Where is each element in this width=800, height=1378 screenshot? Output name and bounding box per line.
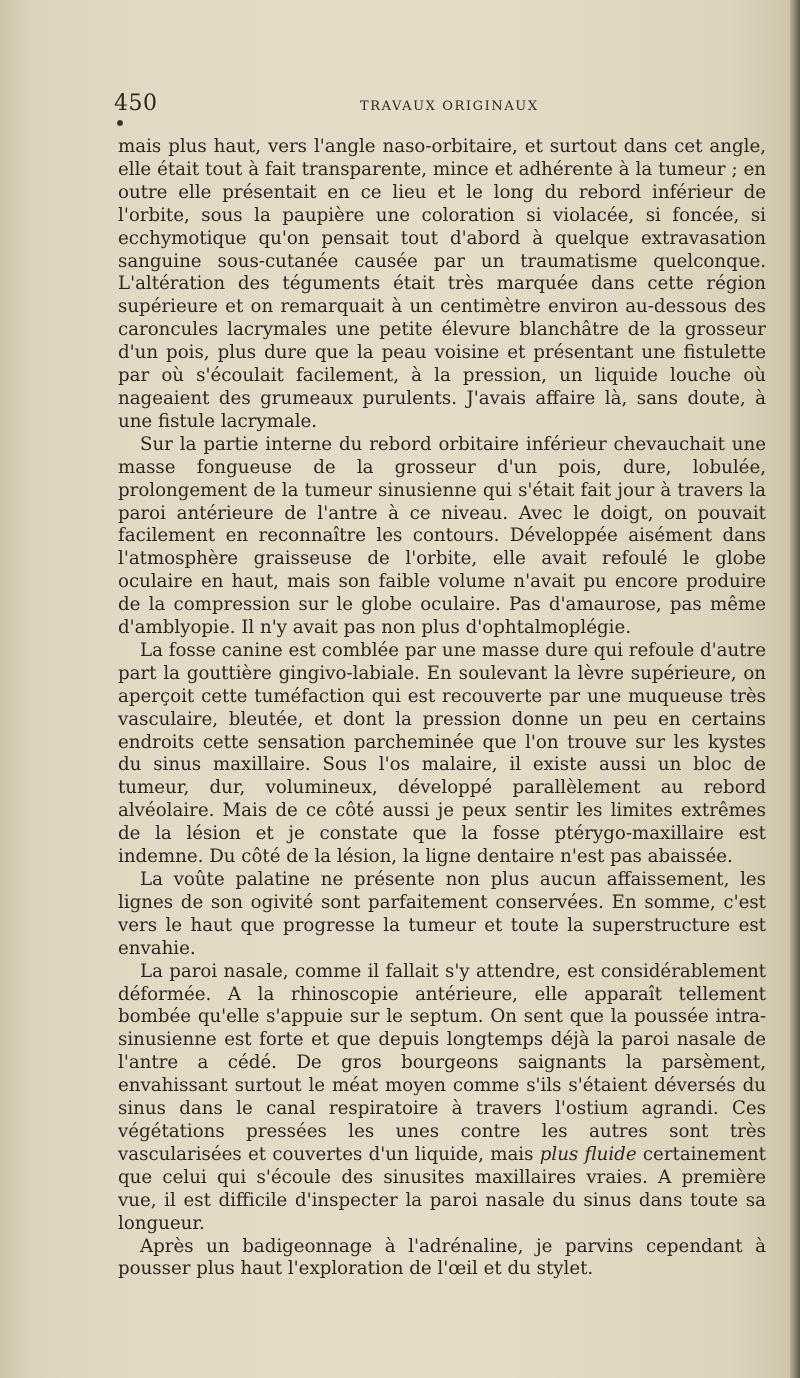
paragraph-5-text-before: La paroi nasale, comme il fallait s'y attendre, est considérablement déformée. A la rhinoscopie antérieure, elle apparaît tellement bombée qu'elle s'appuie sur le septum. On sent que la poussée intra-sinusienne est forte et que depuis longtemps déjà la paroi nasale de l'antre a cédé. De gros bourgeons saignants la parsèment, envahissant surtout le méat moyen comme s'ils s'étaient déversés du sinus dans le canal respiratoire à travers l'ostium agrandi. Ces végétations pressées les unes contre les autres sont très vascularisées et couvertes d'un liquide, mais — [118, 960, 766, 1165]
body-text — [118, 136, 766, 1281]
paragraph-5-emphasis: plus fluide — [539, 1143, 637, 1165]
paragraph-6: Après un badigeonnage à l'adrénaline, je parvins cependant à pousser plus haut l'exploration de l'œil et du stylet. — [118, 1235, 766, 1280]
paragraph-1: mais plus haut, vers l'angle naso-orbitaire, et surtout dans cet angle, elle était tout à fait transparente, mince et adhérente à la tumeur ; en outre elle présentait en ce lieu et le long du rebord inférieur de l'orbite, sous la paupière une coloration si violacée, si foncée, si ecchymotique qu'on pensait tout d'abord à quelque extravasation sanguine sous-cutanée causée par un traumatisme quelconque. L'altération des téguments était très marquée dans cette région supérieure et on remarquait à un centimètre environ au-dessous des caroncules lacrymales une petite élevure blanchâtre de la grosseur d'un pois, plus dure que la peau voisine et présentant une fistulette par où s'écoulait facilement, à la pression, un liquide louche où nageaient des grumeaux purulents. J'avais affaire là, sans doute, à une fistule lacrymale. — [118, 136, 766, 432]
paragraph-3: La fosse canine est comblée par une masse dure qui refoule d'autre part la gouttière gingivo-labiale. En soulevant la lèvre supérieure, on aperçoit cette tuméfaction qui est recouverte par une muqueuse très vasculaire, bleutée, et dont la pression donne un peu en certains endroits cette sensation parcheminée que l'on trouve sur les kystes du sinus maxillaire. Sous l'os malaire, il existe aussi un bloc de tumeur, dur, volumineux, développé parallèlement au rebord alvéolaire. Mais de ce côté aussi je peux sentir les limites extrêmes de la lésion et je constate que la fosse ptérygo-maxillaire est indemne. Du côté de la lésion, la ligne dentaire n'est pas abaissée. — [118, 639, 766, 868]
page-number: 450 — [114, 91, 158, 116]
paragraph-4: La voûte palatine ne présente non plus aucun affaissement, les lignes de son ogivité sont parfaitement conservées. En somme, c'est vers le haut que progresse la tumeur et toute la superstructure est envahie. — [118, 869, 766, 959]
running-head: TRAVAUX ORIGINAUX — [360, 99, 539, 114]
page-header — [112, 91, 762, 121]
page-edge-shadow — [790, 0, 800, 1378]
paragraph-2: Sur la partie interne du rebord orbitaire inférieur chevauchait une masse fongueuse de la grosseur d'un pois, dure, lobulée, prolongement de la tumeur sinusienne qui s'était fait jour à travers la paroi antérieure de l'antre à ce niveau. Avec le doigt, on pouvait facilement en reconnaître les contours. Développée aisément dans l'atmosphère graisseuse de l'orbite, elle avait refoulé le globe oculaire en haut, mais son faible volume n'avait pu encore produire de la compression sur le globe oculaire. Pas d'amaurose, pas même d'amblyopie. Il n'y avait pas non plus d'ophtalmoplégie. — [118, 433, 766, 639]
paragraph-5 — [118, 961, 766, 1236]
paragraph-5-text-after: certainement que celui qui s'écoule des sinusites maxillaires vraies. A première vue, il est difficile d'inspecter la paroi nasale du sinus dans toute sa longueur. — [118, 1143, 766, 1234]
ink-dot — [117, 120, 123, 126]
